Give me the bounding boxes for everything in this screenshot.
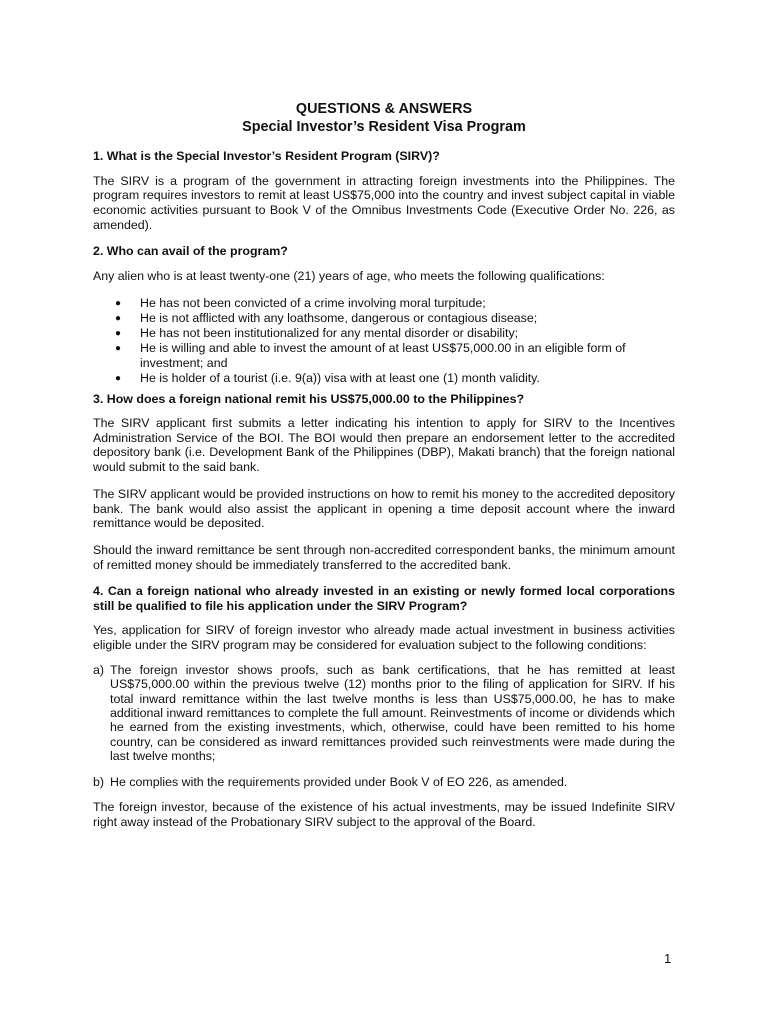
list-item-text: He has not been institutionalized for any mental disorder or disability;	[140, 325, 519, 340]
question-1-heading: 1. What is the Special Investor’s Resident Program (SIRV)?	[93, 149, 440, 163]
list-item-text: He is willing and able to invest the amount of at least US$75,000.00 in an eligible form of investment; and	[140, 340, 626, 370]
answer-3-paragraph-2: The SIRV applicant would be provided instructions on how to remit his money to the accredited depository bank. The bank would also assist the applicant in opening a time deposit account where the inward remittance would be deposited.	[93, 486, 675, 531]
bullet-icon: ●	[115, 372, 122, 384]
question-3-heading: 3. How does a foreign national remit his US$75,000.00 to the Philippines?	[93, 391, 525, 406]
answer-2-intro: Any alien who is at least twenty-one (21) years of age, who meets the following qualifications:	[93, 268, 605, 283]
document-body	[93, 100, 675, 841]
condition-a	[93, 663, 675, 764]
answer-3-paragraph-3: Should the inward remittance be sent through non-accredited correspondent banks, the minimum amount of remitted money should be immediately transferred to the accredited bank.	[93, 542, 675, 572]
answer-3-paragraph-1: The SIRV applicant first submits a letter indicating his intention to apply for SIRV to the Incentives Administration Service of the BOI. The BOI would then prepare an endorsement letter to the accredited depository bank (i.e. Development Bank of the Philippines (DBP), Makati branch) that the foreign national would submit to the said bank.	[93, 416, 675, 475]
question-4-heading: 4. Can a foreign national who already invested in an existing or newly formed local corporations still be qualified to file his application under the SIRV Program?	[93, 584, 675, 613]
condition-b	[93, 775, 675, 789]
bullet-icon: ●	[115, 327, 122, 339]
list-item	[93, 311, 645, 326]
answer-4-intro: Yes, application for SIRV of foreign investor who already made actual investment in business activities eligible under the SIRV program may be considered for evaluation subject to the following conditions:	[93, 623, 675, 653]
question-2-heading: 2. Who can avail of the program?	[93, 244, 288, 259]
page-number: 1	[664, 951, 672, 966]
bullet-icon: ●	[115, 297, 122, 309]
list-item-text: He is holder of a tourist (i.e. 9(a)) visa with at least one (1) month validity.	[140, 370, 540, 385]
condition-text: The foreign investor shows proofs, such as bank certifications, that he has remitted at least US$75,000.00 within the previous twelve (12) months prior to the filing of application for SIRV. If his total inward remittance within the last twelve months is less than US$75,000.00, he has to make additional inward remittances to complete the full amount. Reinvestments of income or dividends which he earned from the existing investments, which, otherwise, could have been remitted to his home country, can be considered as inward remittances provided such reinvestments were made during the last twelve months;	[110, 662, 675, 764]
bullet-icon: ●	[115, 312, 122, 324]
condition-label: a)	[93, 662, 105, 677]
answer-4-closing: The foreign investor, because of the existence of his actual investments, may be issued Indefinite SIRV right away instead of the Probationary SIRV subject to the approval of the Board.	[93, 800, 675, 829]
condition-label: b)	[93, 774, 105, 789]
list-item	[93, 326, 645, 341]
list-item	[93, 341, 645, 371]
answer-1-paragraph: The SIRV is a program of the government in attracting foreign investments into the Philippines. The program requires investors to remit at least US$75,000 into the country and invest subject capital in viable economic activities pursuant to Book V of the Omnibus Investments Code (Executive Order No. 226, as amended).	[93, 173, 675, 232]
qualifications-list	[93, 296, 675, 386]
list-item-text: He is not afflicted with any loathsome, dangerous or contagious disease;	[140, 310, 538, 325]
document-subtitle: Special Investor’s Resident Visa Program	[242, 119, 526, 135]
document-title: QUESTIONS & ANSWERS	[295, 101, 473, 117]
condition-text: He complies with the requirements provided under Book V of EO 226, as amended.	[110, 774, 568, 789]
list-item-text: He has not been convicted of a crime involving moral turpitude;	[140, 295, 486, 310]
list-item	[93, 371, 645, 386]
list-item	[93, 296, 645, 311]
bullet-icon: ●	[115, 342, 122, 354]
